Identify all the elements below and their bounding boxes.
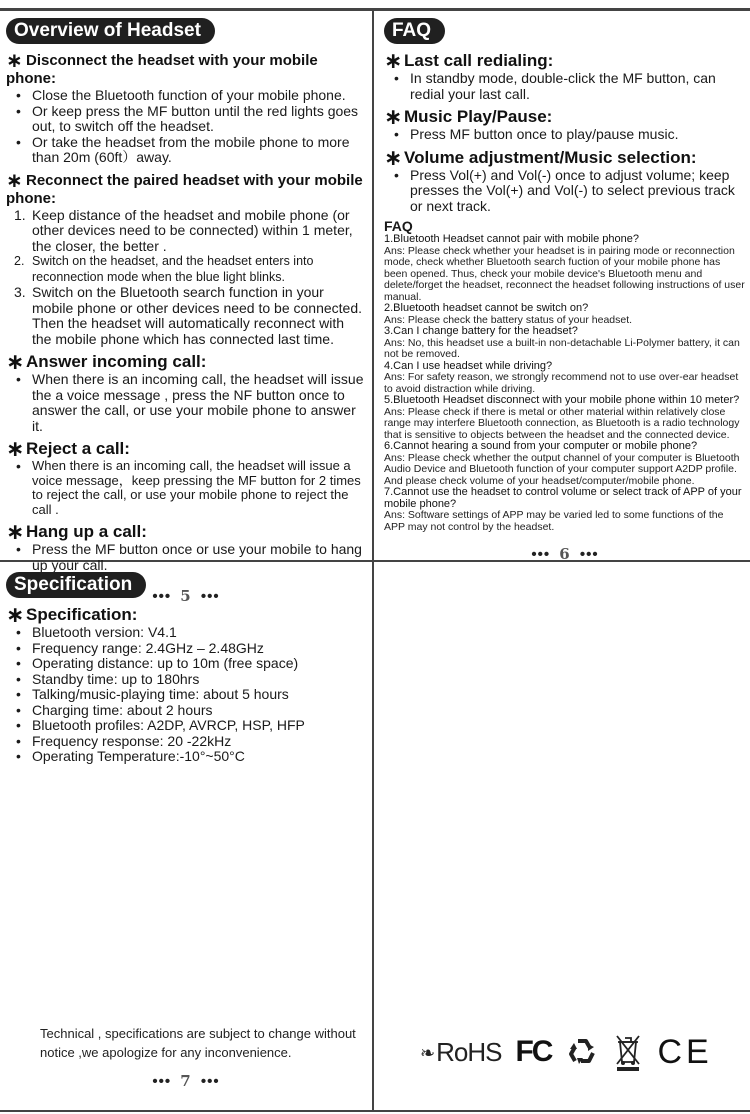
asterisk-icon: ∗	[6, 349, 25, 374]
list-item: • Press Vol(+) and Vol(-) once to adjust volume; keep presses the Vol(+) and Vol(-) to select previous track or next track.	[384, 168, 746, 215]
reject-list	[6, 459, 366, 517]
faq-answer: Ans: No, this headset use a built-in non-detachable Li-Polymer battery, it can not be removed.	[384, 336, 740, 360]
weee-bin-icon	[613, 1032, 643, 1072]
page-number-value: 6	[559, 545, 571, 563]
faq-question: 6.Cannot hearing a sound from your computer or mobile phone?	[384, 440, 698, 452]
heading-text: Specification:	[26, 605, 138, 624]
faq-answer: Ans: Please check whether your headset is in pairing mode or reconnection mode, check whether Bluetooth search fuction of your mobile phone has been opened. Thus, check your mobile device's Bluetooth menu and delete/forget the headset, reconnect the headset following instructions of user manual.	[384, 244, 745, 303]
heading-text: Hang up a call:	[26, 522, 147, 541]
list-item: • When there is an incoming call, the headset will issue the a voice message , press the NF button once to answer the call, or use your mobile phone to answer it.	[6, 372, 366, 434]
faq-question: 1.Bluetooth Headset cannot pair with mobile phone?	[384, 233, 640, 245]
faq-answer: Ans: Please check the battery status of your headset.	[384, 313, 633, 326]
page-number-value: 7	[180, 1072, 192, 1090]
list-item: • Or keep press the MF button until the red lights goes out, to switch off the headset.	[6, 104, 366, 135]
certification-logos	[420, 1030, 713, 1074]
answer-list	[6, 372, 366, 434]
leaf-icon: ❧	[420, 1042, 435, 1063]
list-item: • Or take the headset from the mobile phone to more than 20m (60ft）away.	[6, 135, 366, 166]
list-item: 3. Switch on the Bluetooth search function in your mobile phone or other devices need to be connected. Then the headset will automatically reconnect with the mobile phone which has connected last time.	[14, 284, 363, 347]
faq-answer: Ans: Software settings of APP may be varied led to some functions of the APP may not control by the headset.	[384, 509, 724, 533]
list-item: • Charging time: about 2 hours	[6, 703, 366, 719]
page-title: Overview of Headset	[6, 18, 215, 44]
heading-text: Disconnect the headset with your mobile phone:	[6, 52, 318, 87]
heading-text: Volume adjustment/Music selection:	[404, 147, 697, 167]
list-item: • In standby mode, double-click the MF button, can redial your last call.	[384, 71, 746, 102]
recycle-icon	[565, 1035, 599, 1069]
list-item: • Press MF button once to play/pause music.	[384, 127, 746, 143]
spec-list	[6, 625, 366, 765]
asterisk-icon: ∗	[6, 50, 23, 72]
heading-text: Reconnect the paired headset with your mobile phone:	[6, 171, 363, 207]
page-title: Specification	[6, 572, 146, 598]
asterisk-icon: ∗	[6, 169, 23, 192]
section-heading	[6, 519, 366, 544]
heading-text: Last call redialing:	[404, 51, 554, 70]
list-item: • Standby time: up to 180hrs	[6, 672, 366, 688]
list-item: • Bluetooth profiles: A2DP, AVRCP, HSP, HFP	[6, 718, 366, 734]
reconnect-list	[6, 208, 366, 348]
section-heading	[384, 104, 746, 129]
page-title: FAQ	[384, 18, 445, 44]
asterisk-icon: ∗	[384, 104, 403, 129]
asterisk-icon: ∗	[6, 436, 25, 461]
list-item: • Press the MF button once or use your mobile to hang up your call.	[6, 542, 366, 573]
page-7-specification	[6, 572, 366, 765]
asterisk-icon: ∗	[6, 519, 25, 544]
page-number: ••• 6 •••	[531, 545, 599, 563]
list-item: • Frequency range: 2.4GHz – 2.48GHz	[6, 641, 366, 657]
faq-question: 4.Can I use headset while driving?	[384, 359, 553, 372]
heading-text: Music Play/Pause:	[404, 107, 553, 126]
asterisk-icon: ∗	[6, 602, 25, 627]
list-item: • Close the Bluetooth function of your mobile phone.	[6, 88, 366, 104]
section-heading	[6, 169, 366, 207]
page-number-value: 5	[180, 587, 192, 605]
list-item: • When there is an incoming call, the headset will issue a voice message，keep pressing the MF button for 2 times to reject the call, or use your mobile phone to reject the call .	[6, 459, 366, 517]
music-list	[384, 127, 746, 143]
list-item: • Operating Temperature:-10°~50°C	[6, 749, 366, 765]
disclaimer-text: Technical , specifications are subject to change without notice ,we apologize for any inconvenience.	[40, 1026, 356, 1060]
ce-logo: CE	[657, 1032, 713, 1071]
asterisk-icon: ∗	[384, 144, 403, 170]
faq-question: 3.Can I change battery for the headset?	[384, 325, 578, 337]
faq-question: 2.Bluetooth headset cannot be switch on?	[384, 302, 589, 314]
section-heading	[384, 144, 746, 170]
top-rule	[0, 8, 750, 11]
bottom-rule	[0, 1110, 750, 1112]
item-text: Keep distance of the headset and mobile phone (or other devices need to be connected) within 1 meter, the closer, the better .	[32, 206, 353, 254]
faq-question: 5.Bluetooth Headset disconnect with your mobile phone within 10 meter?	[384, 394, 740, 406]
page-number: ••• 7 •••	[152, 1072, 220, 1090]
section-heading	[6, 436, 366, 461]
item-text: Switch on the Bluetooth search function in your mobile phone or other devices need to be connected. Then the headset will automatically reconnect with the mobile phone which has connected last time.	[32, 284, 363, 347]
list-item: 1. Keep distance of the headset and mobile phone (or other devices need to be connected) within 1 meter, the closer, the better .	[14, 206, 353, 254]
asterisk-icon: ∗	[384, 48, 403, 73]
faq-answer: Ans: For safety reason, we strongly recommend not to use over-ear headset to avoid distraction while driving.	[384, 371, 739, 395]
rohs-logo	[420, 1037, 501, 1068]
list-item: • Operating distance: up to 10m (free space)	[6, 656, 366, 672]
heading-text: Answer incoming call:	[26, 352, 207, 371]
section-heading	[6, 349, 366, 374]
list-item: • Bluetooth version: V4.1	[6, 625, 366, 641]
redial-list	[384, 71, 746, 102]
heading-text: Reject a call:	[26, 439, 130, 458]
faq-subtitle: FAQ	[384, 218, 413, 234]
volume-list	[384, 168, 746, 215]
item-text: Switch on the headset, and the headset enters into reconnection mode when the blue light blinks.	[32, 254, 314, 284]
section-heading	[384, 48, 746, 73]
list-item: 2. Switch on the headset, and the headset enters into reconnection mode when the blue light blinks.	[14, 254, 314, 284]
page-number: ••• 5 •••	[152, 587, 220, 605]
fcc-logo: FC	[515, 1035, 552, 1068]
faq-list	[384, 234, 746, 533]
faq-question: 7.Cannot use the headset to control volume or select track of APP of your mobile phone?	[384, 486, 742, 510]
hangup-list	[6, 542, 366, 573]
faq-answer: Ans: Please check if there is metal or other material within relatively close range may interfere Bluetooth connection, as Bluetooth is a radio technology that is sensitive to objects between the headset and the connected device.	[384, 405, 740, 441]
rohs-text: RoHS	[436, 1036, 502, 1067]
faq-answer: Ans: Please check whether the output channel of your computer is Bluetooth Audio Device and Bluetooth function of your computer support A2DP profile. And please check volume of your headset/computer/mobile phone.	[384, 451, 740, 487]
section-heading	[6, 52, 366, 87]
disconnect-list	[6, 88, 366, 166]
page-6-faq	[384, 18, 746, 563]
section-heading	[6, 602, 366, 627]
list-item: • Talking/music-playing time: about 5 hours	[6, 687, 366, 703]
page-5-overview	[6, 18, 366, 605]
list-item: • Frequency response: 20 -22kHz	[6, 734, 366, 750]
